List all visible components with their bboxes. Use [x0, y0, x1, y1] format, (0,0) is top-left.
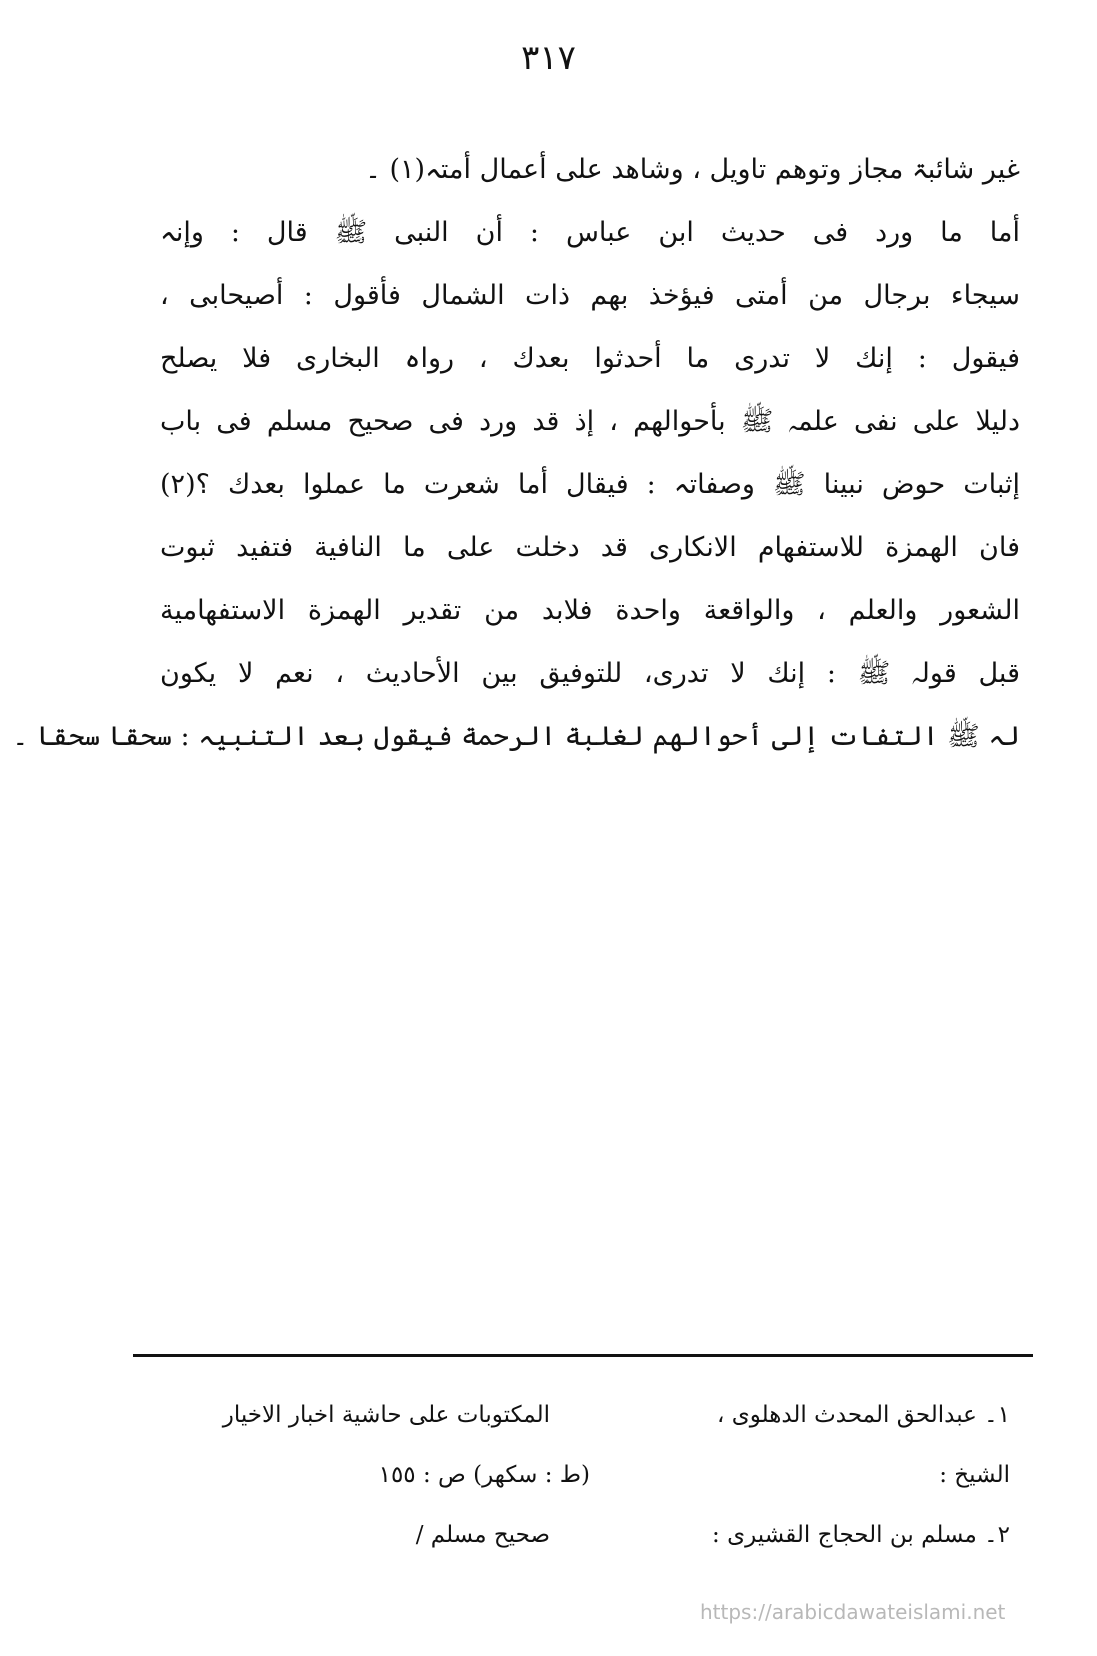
footnotes	[150, 1385, 1010, 1565]
body-text	[12, 138, 1020, 768]
footnote-divider	[133, 1354, 1033, 1357]
body-line: دلیلا علی نفی علمہ ﷺ بأحوالھم ، إذ قد ورد فی صحیح مسلم فی باب	[160, 406, 1020, 437]
watermark-url: https://arabicdawateislami.net	[700, 1600, 1006, 1624]
body-line: سیجاء برجال من أمتی فیؤخذ بھم ذات الشمال فأقول : أصیحابی ،	[160, 280, 1020, 311]
body-line: لہ ﷺ التفات إلی أحوالھم لغلبة الرحمة فیقول بعد التنبیہ : سحقا سحقا ۔	[12, 721, 1020, 752]
body-line: الشعور والعلم ، والواقعة واحدة فلابد من تقدیر الھمزة الاستفھامیة	[160, 595, 1020, 626]
body-line: قبل قولہ ﷺ : إنك لا تدری، للتوفیق بین الأحادیث ، نعم لا یکون	[160, 658, 1020, 689]
body-line: إثبات حوض نبینا ﷺ وصفاتہ : فیقال أما شعرت ما عملوا بعدك ؟(٢)	[160, 469, 1020, 500]
footnote-1-author: ١۔ عبدالحق المحدث الدھلوی ،	[716, 1402, 1010, 1428]
body-line: أما ما ورد فی حدیث ابن عباس : أن النبی ﷺ قال : وإنہ	[160, 217, 1020, 248]
footnote-1-title: المکتوبات علی حاشیة اخبار الاخیار	[222, 1402, 550, 1428]
footnote-2-author: ٢۔ مسلم بن الحجاج القشیری :	[712, 1522, 1010, 1548]
body-line: غیر شائبۃ مجاز وتوھم تاویل ، وشاھد علی أعمال أمتہ(١) ۔	[365, 154, 1020, 185]
page-number: ٣١٧	[521, 38, 576, 78]
footnote-2-title: صحیح مسلم /	[415, 1522, 550, 1548]
footnote-1-continued	[150, 1445, 1010, 1505]
footnote-1	[150, 1385, 1010, 1445]
body-line: فان الھمزة للاستفھام الانکاری قد دخلت علی ما النافیة فتفید ثبوت	[160, 532, 1020, 563]
footnote-1-continuation: الشیخ :	[939, 1462, 1010, 1488]
footnote-2	[150, 1505, 1010, 1565]
body-line: فیقول : إنك لا تدری ما أحدثوا بعدك ، رواہ البخاری فلا یصلح	[160, 343, 1020, 374]
footnote-1-publication: (ط : سکھر) ص : ١٥٥	[378, 1462, 590, 1488]
